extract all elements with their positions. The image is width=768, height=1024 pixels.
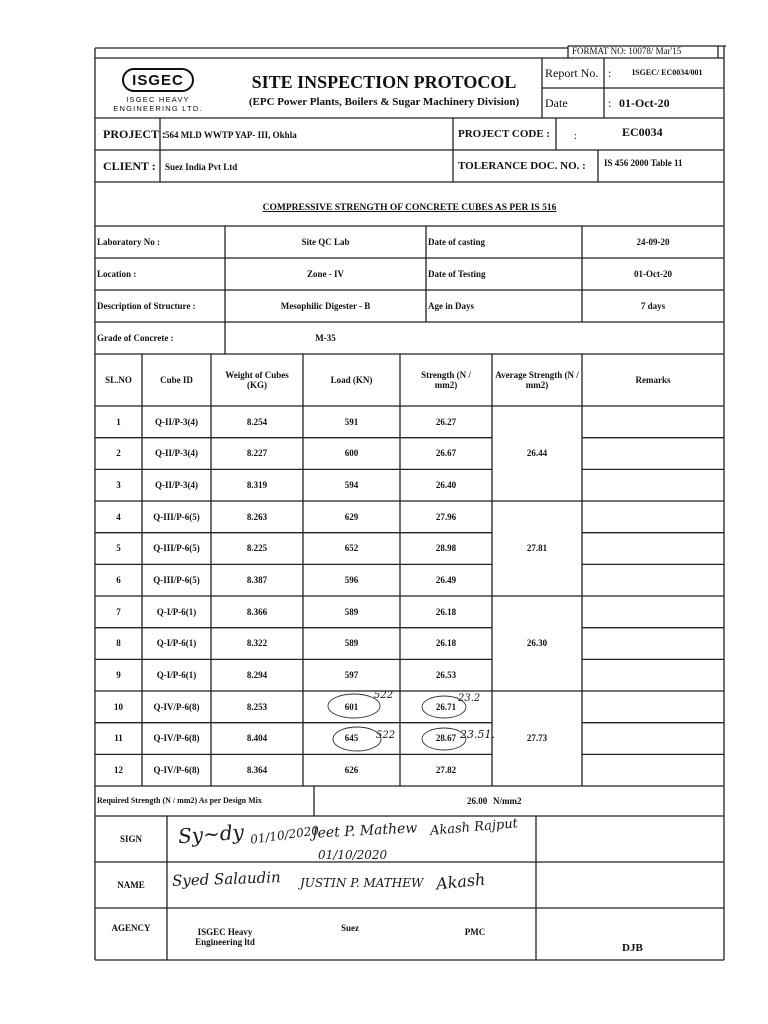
col-header-avg-strength: Average Strength (N / mm2) <box>495 369 579 390</box>
cell-cube-id: Q-II/P-3(4) <box>155 479 198 490</box>
cell-strength: 26.71 <box>435 701 457 712</box>
cell-cube-id: Q-IV/P-6(8) <box>153 733 200 744</box>
page-title: SITE INSPECTION PROTOCOL <box>251 72 517 92</box>
cell-strength: 26.53 <box>435 670 457 681</box>
agency-label: AGENCY <box>111 922 151 933</box>
casting-label: Date of casting <box>428 236 485 247</box>
page-subtitle: (EPC Power Plants, Boilers & Sugar Machinery Division) <box>248 96 520 108</box>
cell-weight: 8.263 <box>246 511 268 522</box>
cell-load: 589 <box>344 638 359 649</box>
project-code-colon: : <box>574 130 578 142</box>
age-label: Age in Days <box>428 300 475 311</box>
cell-slno: 4 <box>116 511 121 522</box>
signature-isgec-date: 01/10/2020 <box>249 823 320 847</box>
agency-isgec: ISGEC Heavy Engineering ltd <box>195 926 255 947</box>
cell-load: 591 <box>344 416 359 427</box>
cell-slno: 6 <box>116 575 121 585</box>
date-label: Date <box>545 96 568 110</box>
handwritten-note-strength-11: 23.51. <box>460 728 495 741</box>
cell-slno: 12 <box>114 765 123 776</box>
signature-suez: Jeet P. Mathew <box>311 820 418 842</box>
col-header-slno: SL.NO <box>105 374 132 385</box>
testing-value: 01-Oct-20 <box>634 268 672 279</box>
lab-value: Site QC Lab <box>301 236 350 247</box>
report-no-colon: : <box>608 66 612 80</box>
cell-weight: 8.253 <box>246 701 268 712</box>
cell-strength: 26.18 <box>435 606 457 617</box>
cell-load: 589 <box>344 606 359 617</box>
cell-load: 645 <box>344 733 359 744</box>
required-strength-unit: N/mm2 <box>493 796 522 806</box>
signature-suez-date: 01/10/2020 <box>318 848 388 862</box>
cell-strength: 26.49 <box>435 575 457 585</box>
cell-strength: 26.40 <box>435 479 457 490</box>
cell-load: 626 <box>344 765 359 776</box>
structure-label: Description of Structure : <box>97 300 196 311</box>
signature-pmc: Akash Rajput <box>429 816 519 839</box>
cell-weight: 8.254 <box>246 416 268 427</box>
cell-cube-id: Q-III/P-6(5) <box>153 511 200 522</box>
cell-cube-id: Q-I/P-6(1) <box>156 638 197 649</box>
tolerance-label: TOLERANCE DOC. NO. : <box>458 160 586 172</box>
age-value: 7 days <box>640 300 666 311</box>
required-strength-label: Required Strength (N / mm2) As per Design Mix <box>97 796 262 806</box>
cell-load: 594 <box>344 479 359 490</box>
cell-weight: 8.322 <box>246 638 268 649</box>
cell-strength: 26.67 <box>435 448 457 459</box>
cell-load: 629 <box>344 511 359 522</box>
casting-value: 24-09-20 <box>636 236 670 247</box>
handwritten-note-load-11: 522 <box>376 730 396 741</box>
name-isgec: Syed Salaudin <box>171 868 281 890</box>
handwritten-note-strength-10: 23.2 <box>458 693 481 704</box>
name-pmc: Akash <box>435 869 487 894</box>
cell-slno: 9 <box>116 670 121 681</box>
lab-label: Laboratory No : <box>97 236 160 247</box>
sign-label: SIGN <box>119 833 142 844</box>
cell-strength: 26.18 <box>435 638 457 649</box>
footer-initials: DJB <box>622 942 643 954</box>
handwritten-note-load-10: 522 <box>374 690 394 701</box>
cell-weight: 8.294 <box>246 670 268 681</box>
signature-isgec: Sy~dy <box>177 819 245 849</box>
date-colon: : <box>608 96 612 110</box>
location-value: Zone - IV <box>306 268 344 279</box>
cell-average-strength: 26.30 <box>526 638 548 649</box>
cell-weight: 8.387 <box>246 575 268 585</box>
location-label: Location : <box>97 268 137 279</box>
cell-average-strength: 26.44 <box>526 448 548 459</box>
cell-cube-id: Q-II/P-3(4) <box>155 416 198 427</box>
cell-weight: 8.227 <box>246 448 268 459</box>
project-code-label: PROJECT CODE : <box>458 128 551 140</box>
client-value: Suez India Pvt Ltd <box>165 162 238 172</box>
cell-cube-id: Q-II/P-3(4) <box>155 448 198 459</box>
grade-value: M-35 <box>315 332 336 343</box>
agency-suez: Suez <box>341 922 359 933</box>
testing-label: Date of Testing <box>428 268 486 279</box>
col-header-cube-id: Cube ID <box>160 374 193 385</box>
cell-slno: 11 <box>114 733 123 744</box>
cell-average-strength: 27.81 <box>526 543 548 554</box>
name-suez: JUSTIN P. MATHEW <box>300 876 424 890</box>
cell-weight: 8.404 <box>246 733 268 744</box>
section-title: COMPRESSIVE STRENGTH OF CONCRETE CUBES AS PER IS 516 <box>262 203 557 213</box>
col-header-strength: Strength (N / mm2) <box>421 369 471 390</box>
cell-load: 652 <box>344 543 359 554</box>
cell-slno: 2 <box>116 448 121 459</box>
cell-load: 601 <box>344 701 359 712</box>
cell-strength: 28.67 <box>435 733 457 744</box>
cell-slno: 3 <box>116 479 121 490</box>
cell-slno: 5 <box>116 543 121 554</box>
cell-strength: 26.27 <box>435 416 457 427</box>
project-label: PROJECT : <box>103 127 166 141</box>
project-value: 564 MLD WWTP YAP- III, Okhla <box>165 130 297 140</box>
cell-strength: 28.98 <box>435 543 457 554</box>
required-strength-value: 26.00 <box>467 796 488 806</box>
cell-average-strength: 27.73 <box>526 733 548 744</box>
agency-pmc: PMC <box>464 926 486 937</box>
cell-weight: 8.225 <box>246 543 268 554</box>
project-code-value: EC0034 <box>622 125 663 139</box>
company-logo: ISGEC <box>122 68 194 92</box>
cell-cube-id: Q-IV/P-6(8) <box>153 701 200 712</box>
cell-load: 596 <box>344 575 359 585</box>
structure-value: Mesophilic Digester - B <box>280 300 371 311</box>
cell-cube-id: Q-III/P-6(5) <box>153 543 200 554</box>
cell-weight: 8.366 <box>246 606 268 617</box>
date-value: 01-Oct-20 <box>619 96 670 110</box>
cell-cube-id: Q-III/P-6(5) <box>153 575 200 585</box>
cell-strength: 27.96 <box>435 511 457 522</box>
col-header-load: Load (KN) <box>330 374 373 385</box>
cell-cube-id: Q-IV/P-6(8) <box>153 765 200 776</box>
cell-slno: 1 <box>116 416 121 427</box>
cell-slno: 10 <box>114 701 123 712</box>
cell-load: 597 <box>344 670 359 681</box>
company-name: ISGEC HEAVY ENGINEERING LTD. <box>113 95 203 113</box>
cell-strength: 27.82 <box>435 765 457 776</box>
cell-cube-id: Q-I/P-6(1) <box>156 670 197 681</box>
cell-weight: 8.364 <box>246 765 268 776</box>
cell-weight: 8.319 <box>246 479 268 490</box>
format-number: FORMAT NO: 10078/ Mar'15 <box>572 46 682 56</box>
client-label: CLIENT : <box>103 159 156 173</box>
name-label: NAME <box>117 879 145 890</box>
cell-cube-id: Q-I/P-6(1) <box>156 606 197 617</box>
cell-slno: 7 <box>116 606 121 617</box>
report-no-value: ISGEC/ EC0034/001 <box>632 68 703 77</box>
cell-load: 600 <box>344 448 359 459</box>
col-header-remarks: Remarks <box>635 374 671 385</box>
report-no-label: Report No. <box>545 66 599 80</box>
grade-label: Grade of Concrete : <box>97 332 174 343</box>
tolerance-value: IS 456 2000 Table 11 <box>604 158 683 168</box>
col-header-weight: Weight of Cubes (KG) <box>225 369 289 390</box>
cell-slno: 8 <box>116 638 121 649</box>
